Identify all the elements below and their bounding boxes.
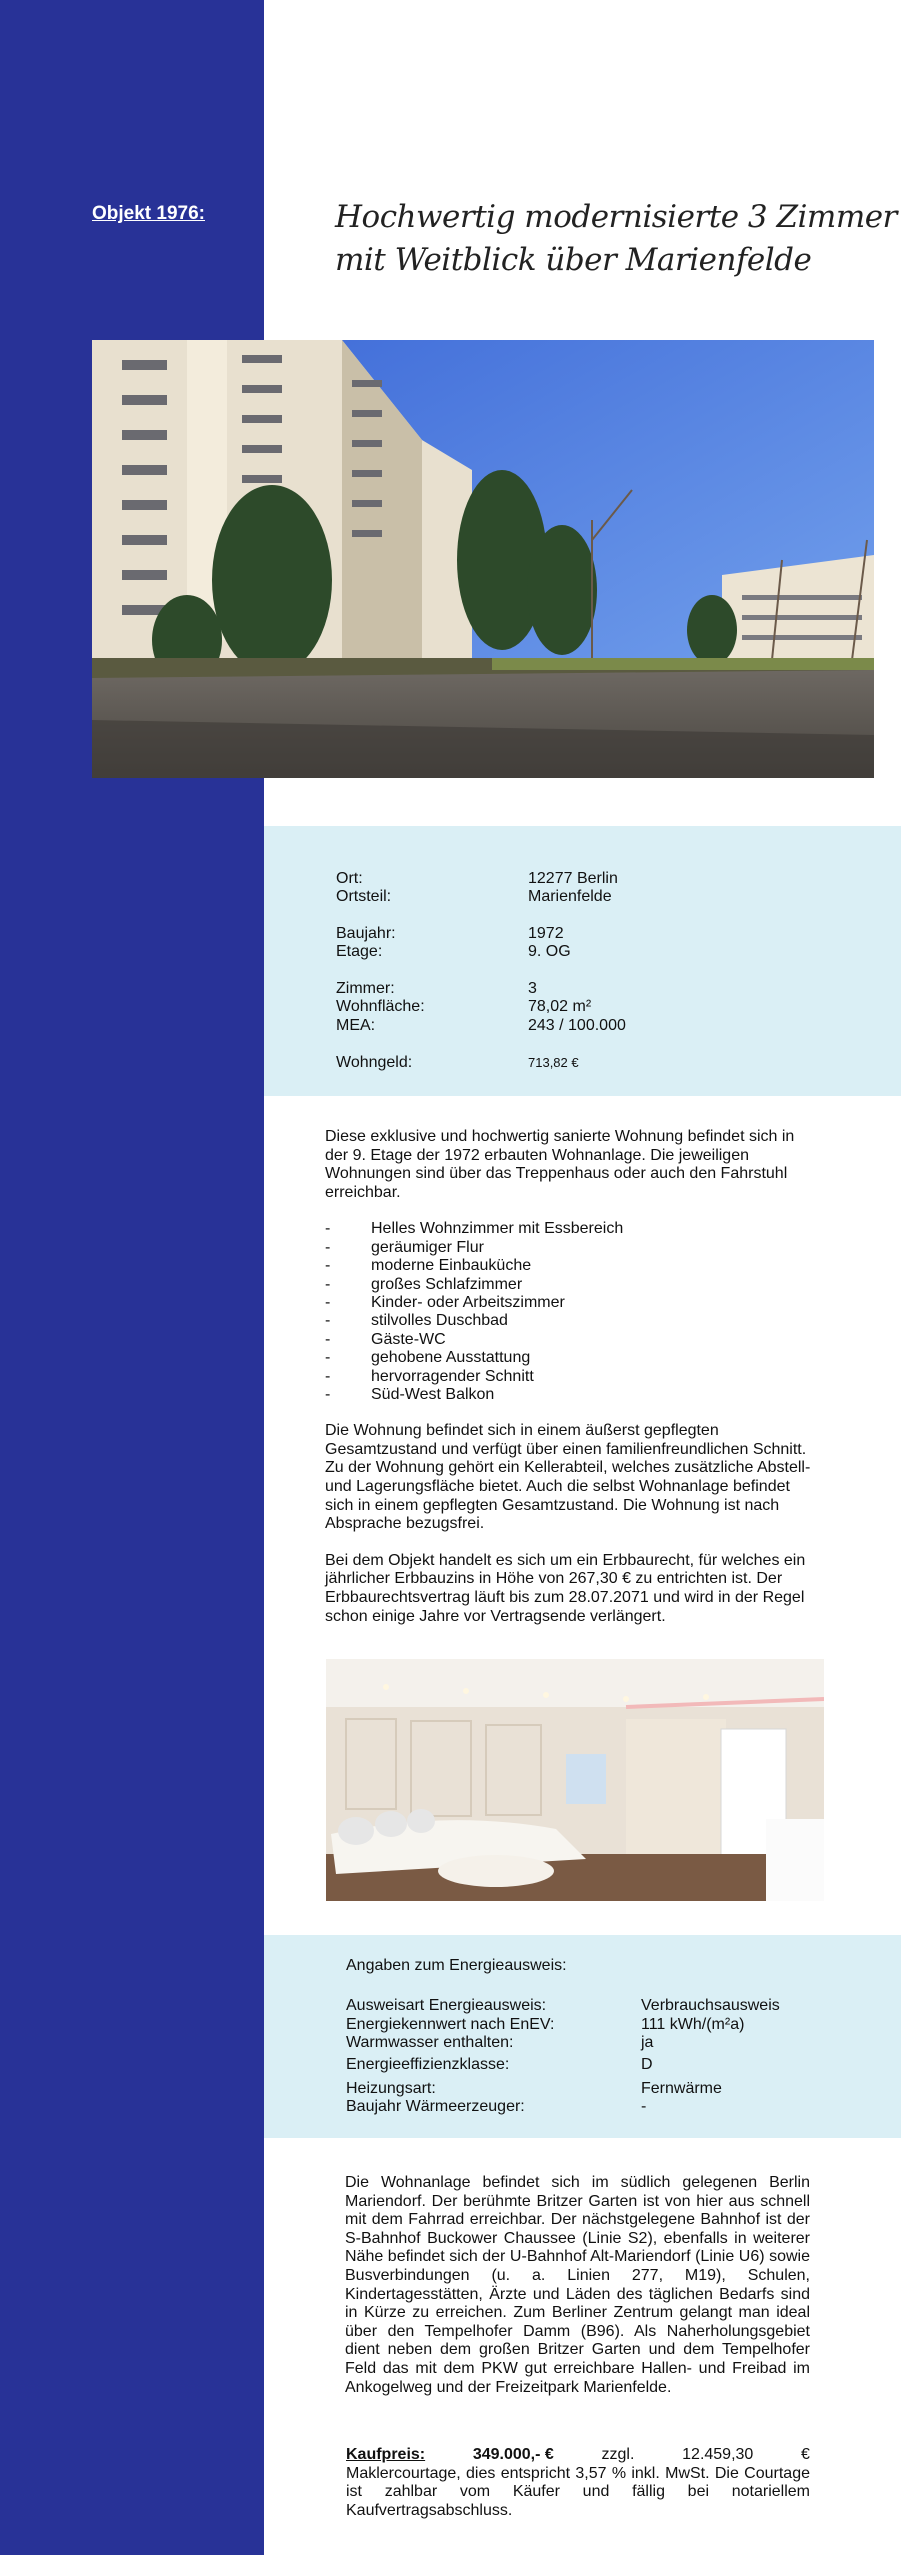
fact-value: 1972: [528, 925, 564, 942]
feature-item: - Süd-West Balkon: [325, 1385, 495, 1403]
living-room-photo: [326, 1659, 824, 1901]
bullet: -: [325, 1367, 331, 1385]
bullet: -: [325, 1275, 331, 1293]
price-block: [346, 2446, 810, 2520]
energy-value: 111 kWh/(m²a): [641, 2016, 745, 2033]
feature-item: - Kinder- oder Arbeitszimmer: [325, 1293, 565, 1311]
object-label: Objekt 1976:: [92, 203, 205, 224]
fact-value: 3: [528, 980, 537, 997]
bullet: -: [325, 1220, 331, 1238]
bullet: -: [325, 1349, 331, 1367]
description-leasehold: Bei dem Objekt handelt es sich um ein Erbbaurecht, für welches ein jährlicher Erbbauzins in Höhe von 267,30 € zu entrichten ist. Der Erbbaurechtsvertrag läuft bis zum 28.07.2071 und wird in der Regel schon einige Jahre vor Vertragsende verlängert.: [325, 1551, 806, 1625]
energy-value: D: [641, 2056, 653, 2073]
energy-label: Heizungsart:: [346, 2080, 436, 2097]
energy-label: Baujahr Wärmeerzeuger:: [346, 2098, 525, 2115]
fact-label: Ortsteil:: [336, 888, 392, 905]
bullet: -: [325, 1238, 331, 1256]
fact-label: MEA:: [336, 1017, 376, 1034]
description: [325, 1128, 815, 1626]
bullet: -: [325, 1312, 331, 1330]
fact-label: Etage:: [336, 943, 383, 960]
energy-label: Warmwasser enthalten:: [346, 2034, 514, 2051]
location-description: [345, 2174, 810, 2397]
description-intro: Diese exklusive und hochwertig sanierte Wohnung befindet sich in der 9. Etage der 1972 erbauten Wohnanlage. Die jeweiligen Wohnungen sind über das Treppenhaus oder auch den Fahrstuhl erreichbar.: [325, 1128, 795, 1201]
feature-list: [325, 1220, 815, 1404]
currency: €: [801, 2446, 810, 2463]
energy-value: Verbrauchsausweis: [641, 1997, 780, 2014]
fact-label: Zimmer:: [336, 980, 395, 997]
feature-item: - hervorragender Schnitt: [325, 1367, 534, 1385]
feature-item: - großes Schlafzimmer: [325, 1275, 523, 1293]
commission-amount: 12.459,30: [682, 2446, 754, 2463]
price-amount: 349.000,- €: [472, 2446, 554, 2463]
bullet: -: [325, 1330, 331, 1348]
fact-label: Ort:: [336, 870, 363, 887]
fact-value: 12277 Berlin: [528, 870, 618, 887]
feature-item: - Gäste-WC: [325, 1330, 446, 1348]
feature-item: - moderne Einbauküche: [325, 1257, 532, 1275]
bullet: -: [325, 1385, 331, 1403]
description-condition: Die Wohnung befindet sich in einem äußerst gepflegten Gesamtzustand und verfügt über einen familienfreundlichen Schnitt. Zu der Wohnung gehört ein Kellerabteil, welches zusätzliche Abstell- und Lagerungsfläche bietet. Auch die selbst Wohnanlage befindet sich in einem gepflegten Gesamtzustand. Die Wohnung ist nach Absprache bezugsfrei.: [325, 1422, 811, 1533]
hero-photo: [92, 340, 874, 778]
feature-item: - geräumiger Flur: [325, 1238, 484, 1256]
title-line-2: mit Weitblick über Marienfelde: [335, 242, 812, 278]
energy-value: Fernwärme: [641, 2080, 722, 2097]
feature-item: - Helles Wohnzimmer mit Essbereich: [325, 1220, 624, 1238]
energy-label: Energieeffizienzklasse:: [346, 2056, 510, 2073]
price-terms: Maklercourtage, dies entspricht 3,57 % inkl. MwSt. Die Courtage ist zahlbar vom Käufer und fällig bei notariellem Kaufvertragsabschluss.: [346, 2464, 810, 2519]
feature-item: - stilvolles Duschbad: [325, 1312, 508, 1330]
price-word: zzgl.: [601, 2446, 635, 2463]
energy-value: -: [641, 2098, 647, 2115]
fact-value: 78,02 m²: [528, 998, 592, 1015]
fact-label: Baujahr:: [336, 925, 396, 942]
price-row: [346, 2446, 810, 2465]
fact-value: 9. OG: [528, 943, 571, 960]
title-line-1: Hochwertig modernisierte 3 Zimmer: [335, 199, 897, 235]
fact-value: 713,82 €: [528, 1055, 579, 1070]
feature-item: - gehobene Ausstattung: [325, 1349, 531, 1367]
bullet: -: [325, 1293, 331, 1311]
fact-value: 243 / 100.000: [528, 1017, 626, 1034]
energy-panel: Angaben zum Energieausweis: Ausweisart Energieausweis: Verbrauchsausweis Energiekennwert nach EnEV: 111 kWh/(m²a) Warmwasser enthalten: ja Energieeffizienzklasse: D Heizungsart: Fernwärme Baujahr Wärmeerzeuger: -: [264, 1935, 901, 2138]
energy-label: Ausweisart Energieausweis:: [346, 1997, 547, 2014]
energy-value: ja: [641, 2034, 654, 2051]
fact-value: Marienfelde: [528, 888, 612, 905]
fact-label: Wohnfläche:: [336, 998, 425, 1015]
facts-panel: [264, 826, 901, 1096]
page-title: [335, 196, 897, 282]
energy-label: Energiekennwert nach EnEV:: [346, 2016, 555, 2033]
location-text: Die Wohnanlage befindet sich im südlich gelegenen Berlin Mariendorf. Der berühmte Britzer Garten ist von hier aus schnell mit dem Fahrrad erreichbar. Der nächstgelegene Bahnhof ist der S-Bahnhof Buckower Chaussee (Linie S2), ebenfalls in weiterer Nähe befindet sich der U-Bahnhof Alt-Mariendorf (Linie U6) sowie Busverbindungen (u. a. Linien 277, M19), Schulen, Kindertagesstätten, Ärzte und Läden des täglichen Bedarfs sind in Kürze zu erreichen. Zum Berliner Zentrum gelangt man ideal über den Tempelhofer Damm (B96). Als Naherholungsgebiet dient neben dem großen Britzer Garten und dem Tempelhofer Feld das mit dem PKW gut erreichbare Hallen- und Freibad im Ankogelweg und der Freizeitpark Marienfelde.: [345, 2174, 810, 2396]
price-label: Kaufpreis:: [346, 2446, 426, 2463]
fact-label: Wohngeld:: [336, 1054, 413, 1071]
bullet: -: [325, 1257, 331, 1275]
